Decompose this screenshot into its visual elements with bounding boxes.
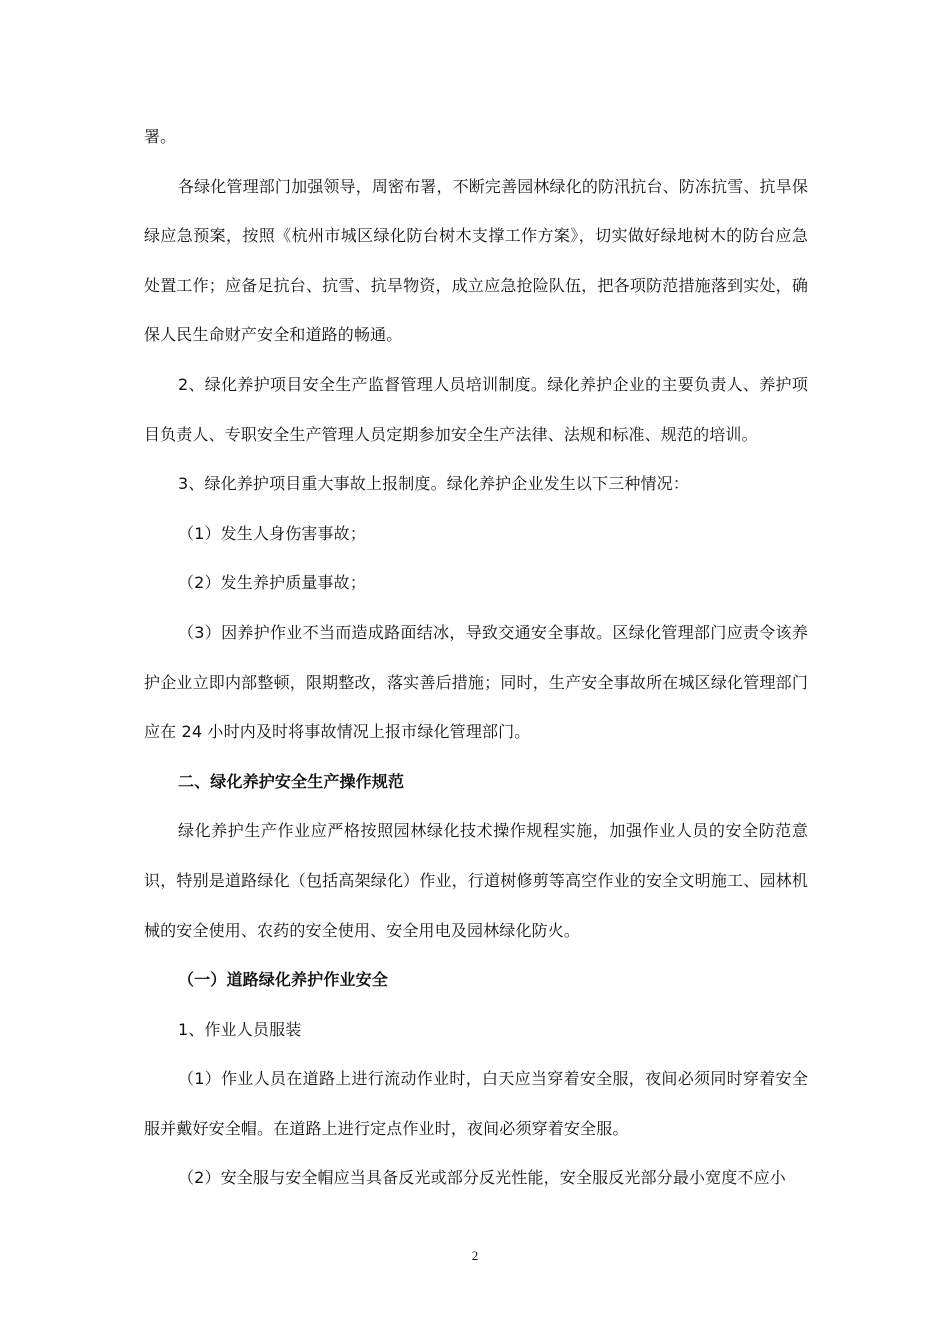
paragraph: 2、绿化养护项目安全生产监督管理人员培训制度。绿化养护企业的主要负责人、养护项目负责人、专职安全生产管理人员定期参加安全生产法律、法规和标准、规范的培训。 — [144, 374, 808, 444]
list-item: （1）发生人身伤害事故； — [178, 523, 366, 543]
page-number: 2 — [471, 1248, 479, 1263]
paragraph: 各绿化管理部门加强领导，周密布署，不断完善园林绿化的防汛抗台、防冻抗雪、抗旱保绿应急预案，按照《杭州市城区绿化防台树木支撑工作方案》，切实做好绿地树木的防台应急处置工作；应备足抗台、抗雪、抗旱物资，成立应急抢险队伍，把各项防范措施落到实处，确保人民生命财产安全和道路的畅通。 — [144, 176, 808, 345]
paragraph: 署。 — [144, 127, 177, 146]
paragraph: 绿化养护生产作业应严格按照园林绿化技术操作规程实施，加强作业人员的安全防范意识，特别是道路绿化（包括高架绿化）作业，行道树修剪等高空作业的安全文明施工、园林机械的安全使用、农药的安全使用、安全用电及园林绿化防火。 — [144, 821, 808, 940]
list-item: （1）作业人员在道路上进行流动作业时，白天应当穿着安全服，夜间必须同时穿着安全服并戴好安全帽。在道路上进行定点作业时，夜间必须穿着安全服。 — [144, 1069, 808, 1138]
subsection-heading: （一）道路绿化养护作业安全 — [178, 970, 388, 990]
list-item: （2）安全服与安全帽应当具备反光或部分反光性能，安全服反光部分最小宽度不应小 — [178, 1168, 786, 1188]
paragraph: 3、绿化养护项目重大事故上报制度。绿化养护企业发生以下三种情况： — [178, 474, 689, 494]
list-item: （3）因养护作业不当而造成路面结冰，导致交通安全事故。区绿化管理部门应责令该养护企业立即内部整顿，限期整改，落实善后措施；同时，生产安全事故所在城区绿化管理部门应在 24 小时内及时将事故情况上报市绿化管理部门。 — [144, 622, 808, 742]
list-item: （2）发生养护质量事故； — [178, 573, 366, 593]
section-heading: 二、绿化养护安全生产操作规范 — [178, 771, 405, 791]
document-body — [144, 112, 808, 1203]
paragraph: 1、作业人员服装 — [178, 1019, 302, 1039]
